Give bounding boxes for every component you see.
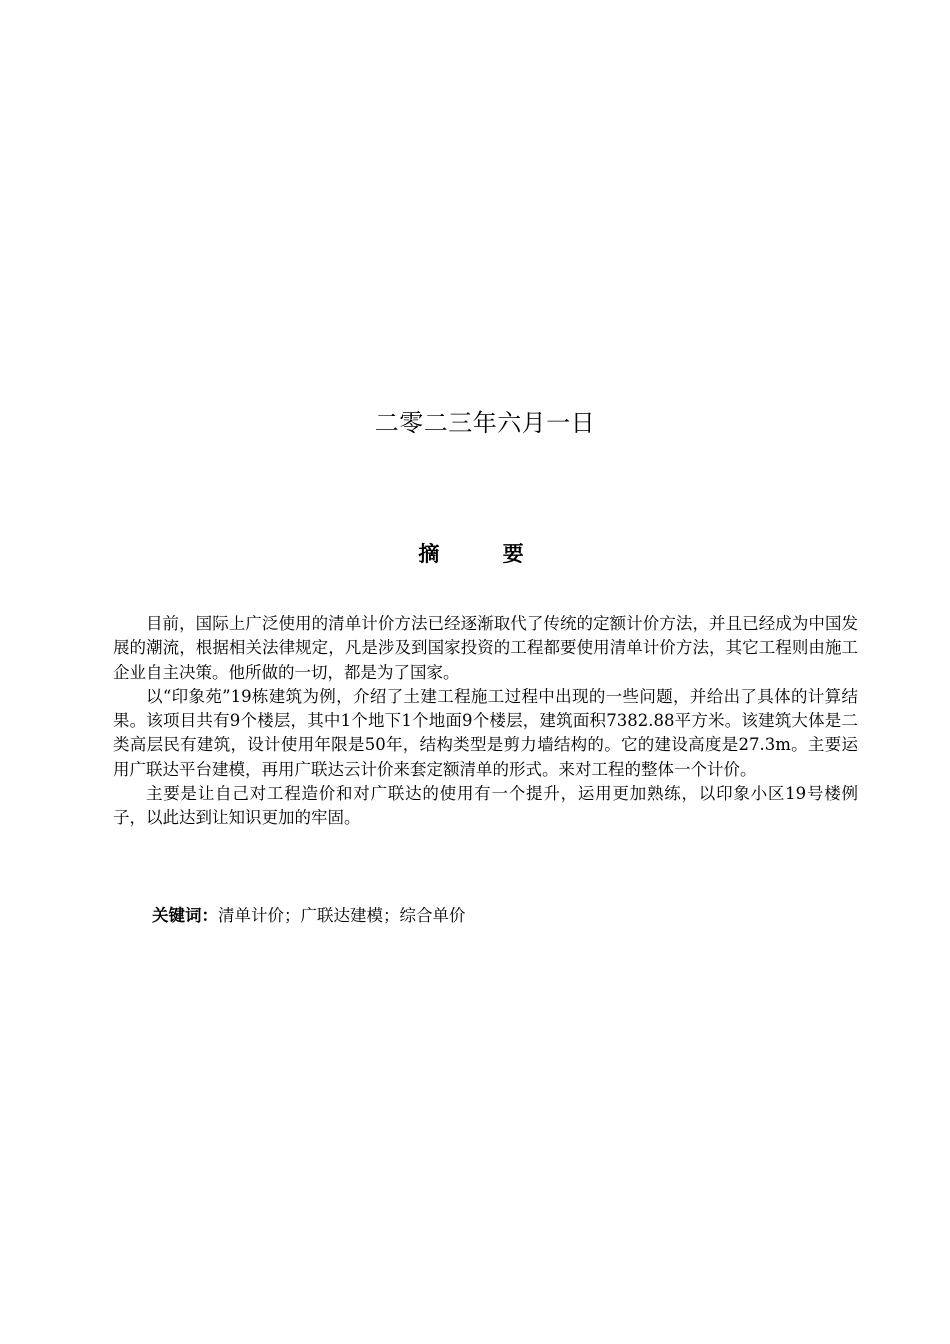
document-date: 二零二三年六月一日 bbox=[374, 409, 596, 437]
keywords-line bbox=[152, 903, 852, 929]
abstract-paragraph-3: 主要是让自己对工程造价和对广联达的使用有一个提升，运用更加熟练，以印象小区19号楼例子，以此达到让知识更加的牢固。 bbox=[113, 784, 858, 828]
keywords-label: 关键词： bbox=[152, 906, 218, 925]
abstract-paragraph-1: 目前，国际上广泛使用的清单计价方法已经逐渐取代了传统的定额计价方法，并且已经成为中国发展的潮流，根据相关法律规定，凡是涉及到国家投资的工程都要使用清单计价方法，其它工程则由施工企业自主决策。他所做的一切，都是为了国家。 bbox=[113, 614, 858, 682]
abstract-paragraph-2: 以“印象苑”19栋建筑为例，介绍了土建工程施工过程中出现的一些问题，并给出了具体的计算结果。该项目共有9个楼层，其中1个地下1个地面9个楼层，建筑面积7382.88平方米。该建筑大体是二类高层民有建筑，设计使用年限是50年，结构类型是剪力墙结构的。它的建设高度是27.3m。主要运用广联达平台建模，再用广联达云计价来套定额清单的形式。来对工程的整体一个计价。 bbox=[113, 686, 858, 779]
abstract-heading: 摘 要 bbox=[418, 542, 552, 566]
abstract-body bbox=[113, 612, 858, 831]
keywords-text: 清单计价；广联达建模；综合单价 bbox=[218, 906, 466, 925]
